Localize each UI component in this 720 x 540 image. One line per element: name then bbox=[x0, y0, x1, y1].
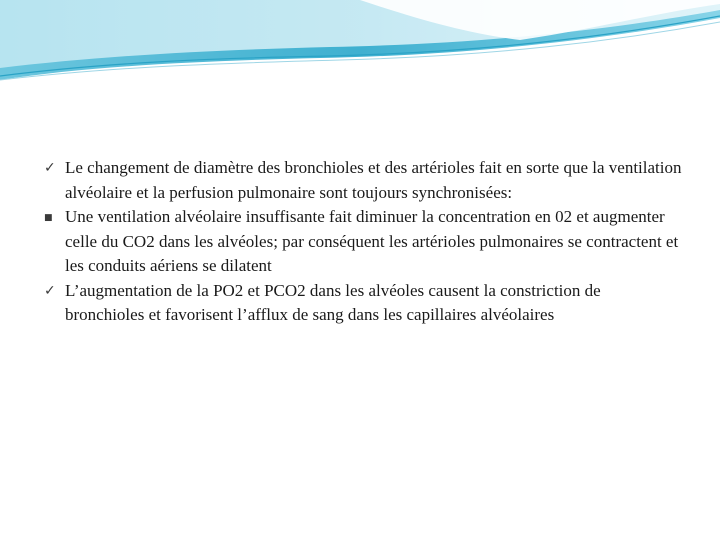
bullet-text: Une ventilation alvéolaire insuffisante fait diminuer la concentration en 02 et augmenter celle du CO2 dans les alvéoles; par conséquent les artérioles pulmonaires se contractent et les conduits aériens se dilatent bbox=[65, 207, 679, 275]
bullet-item bbox=[44, 205, 684, 279]
square-bullet-icon: ■ bbox=[44, 213, 53, 223]
checkmark-icon: ✓ bbox=[44, 282, 56, 299]
header-wave-decoration bbox=[0, 0, 720, 90]
bullet-list bbox=[44, 156, 684, 328]
bullet-item bbox=[44, 156, 684, 205]
bullet-text: L’augmentation de la PO2 et PCO2 dans les alvéoles causent la constriction de bronchioles et favorisent l’afflux de sang dans les capillaires alvéolaires bbox=[65, 280, 601, 324]
bullet-item bbox=[44, 279, 684, 328]
checkmark-icon: ✓ bbox=[44, 160, 56, 176]
bullet-text: Le changement de diamètre des bronchioles et des artérioles fait en sorte que la ventilation alvéolaire et la perfusion pulmonaire sont toujours synchronisées: bbox=[65, 158, 682, 202]
